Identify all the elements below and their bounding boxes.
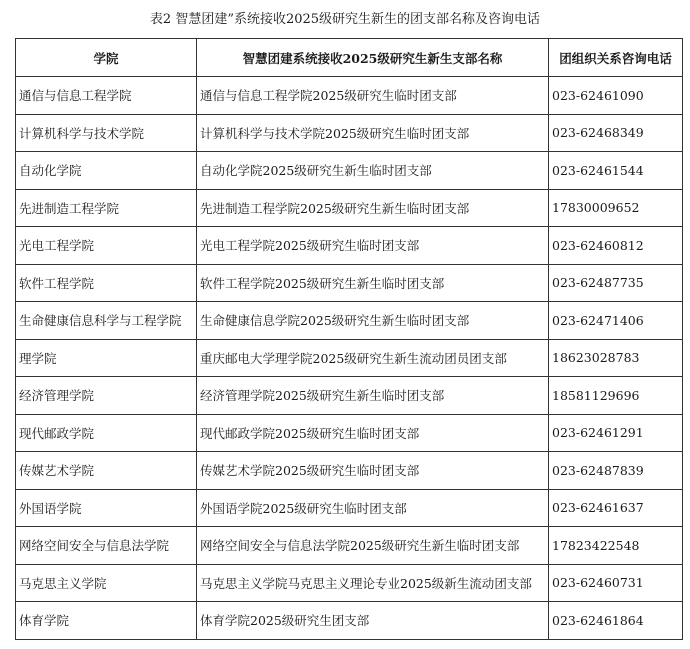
phone-cell: 17823422548 — [549, 527, 683, 565]
table-row — [16, 452, 683, 490]
branch-cell: 传媒艺术学院2025级研究生临时团支部 — [197, 452, 549, 490]
table-row — [16, 527, 683, 565]
header-college: 学院 — [16, 39, 197, 77]
table-caption: 表2 智慧团建”系统接收2025级研究生新生的团支部名称及咨询电话 — [149, 12, 541, 27]
branch-cell: 计算机科学与技术学院2025级研究生临时团支部 — [197, 114, 549, 152]
branch-cell: 生命健康信息学院2025级研究生新生临时团支部 — [197, 302, 549, 340]
phone-cell: 023-62461291 — [549, 414, 683, 452]
phone-cell: 023-62468349 — [549, 114, 683, 152]
table-row — [16, 152, 683, 190]
table-row — [16, 302, 683, 340]
branch-cell: 光电工程学院2025级研究生临时团支部 — [197, 227, 549, 265]
college-cell: 计算机科学与技术学院 — [16, 114, 197, 152]
college-cell: 自动化学院 — [16, 152, 197, 190]
branch-cell: 先进制造工程学院2025级研究生新生临时团支部 — [197, 189, 549, 227]
branch-cell: 软件工程学院2025级研究生新生临时团支部 — [197, 264, 549, 302]
phone-cell: 023-62471406 — [549, 302, 683, 340]
table-row — [16, 377, 683, 415]
phone-cell: 023-62461637 — [549, 489, 683, 527]
branch-cell: 自动化学院2025级研究生新生临时团支部 — [197, 152, 549, 190]
header-phone: 团组织关系咨询电话 — [549, 39, 683, 77]
branch-cell: 通信与信息工程学院2025级研究生临时团支部 — [197, 77, 549, 115]
branch-cell: 经济管理学院2025级研究生新生临时团支部 — [197, 377, 549, 415]
phone-cell: 18623028783 — [549, 339, 683, 377]
college-cell: 经济管理学院 — [16, 377, 197, 415]
phone-cell: 023-62460812 — [549, 227, 683, 265]
table-row — [16, 602, 683, 640]
phone-cell: 18581129696 — [549, 377, 683, 415]
college-cell: 生命健康信息科学与工程学院 — [16, 302, 197, 340]
college-cell: 理学院 — [16, 339, 197, 377]
branch-cell: 马克思主义学院马克思主义理论专业2025级新生流动团支部 — [197, 564, 549, 602]
phone-cell: 023-62487735 — [549, 264, 683, 302]
table-row — [16, 339, 683, 377]
header-branch-name: 智慧团建系统接收2025级研究生新生支部名称 — [197, 39, 549, 77]
branch-cell: 体育学院2025级研究生团支部 — [197, 602, 549, 640]
college-cell: 体育学院 — [16, 602, 197, 640]
college-cell: 先进制造工程学院 — [16, 189, 197, 227]
table-row — [16, 564, 683, 602]
table-row — [16, 227, 683, 265]
branch-cell: 现代邮政学院2025级研究生临时团支部 — [197, 414, 549, 452]
phone-cell: 17830009652 — [549, 189, 683, 227]
phone-cell: 023-62460731 — [549, 564, 683, 602]
table-header-row — [16, 39, 683, 77]
table-row — [16, 264, 683, 302]
college-cell: 通信与信息工程学院 — [16, 77, 197, 115]
table-row — [16, 414, 683, 452]
college-cell: 现代邮政学院 — [16, 414, 197, 452]
table-row — [16, 189, 683, 227]
phone-cell: 023-62461864 — [549, 602, 683, 640]
phone-cell: 023-62461544 — [549, 152, 683, 190]
college-cell: 外国语学院 — [16, 489, 197, 527]
college-cell: 软件工程学院 — [16, 264, 197, 302]
table-row — [16, 77, 683, 115]
table-row — [16, 489, 683, 527]
college-cell: 传媒艺术学院 — [16, 452, 197, 490]
branch-cell: 外国语学院2025级研究生临时团支部 — [197, 489, 549, 527]
branch-contact-table — [15, 38, 683, 640]
college-cell: 光电工程学院 — [16, 227, 197, 265]
college-cell: 马克思主义学院 — [16, 564, 197, 602]
table-row — [16, 114, 683, 152]
phone-cell: 023-62487839 — [549, 452, 683, 490]
phone-cell: 023-62461090 — [549, 77, 683, 115]
branch-cell: 重庆邮电大学理学院2025级研究生新生流动团员团支部 — [197, 339, 549, 377]
branch-cell: 网络空间安全与信息法学院2025级研究生新生临时团支部 — [197, 527, 549, 565]
college-cell: 网络空间安全与信息法学院 — [16, 527, 197, 565]
